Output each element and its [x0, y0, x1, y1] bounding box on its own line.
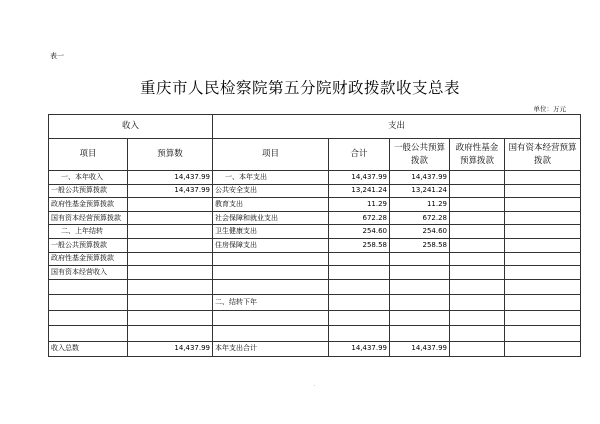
general-budget-cell: 254.60 — [390, 225, 450, 239]
income-amount-cell — [128, 266, 213, 280]
state-capital-cell — [505, 211, 581, 225]
general-budget-cell — [390, 326, 450, 342]
page-mark: · — [314, 383, 316, 389]
income-amount-cell: 14,437.99 — [128, 171, 213, 185]
expense-item-cell: 社会保障和就业支出 — [213, 211, 329, 225]
table-row — [49, 184, 581, 198]
expense-item-cell: 住房保障支出 — [213, 238, 329, 252]
income-item-cell: 国有资本经营预算拨款 — [49, 211, 128, 225]
expense-item-cell — [213, 252, 329, 266]
table-row — [49, 310, 581, 326]
general-budget-cell: 13,241.24 — [390, 184, 450, 198]
income-item-cell: 一般公共预算拨款 — [49, 238, 128, 252]
gov-fund-cell — [450, 211, 505, 225]
total-cell — [329, 326, 390, 342]
expense-item-cell — [213, 310, 329, 326]
income-item-cell — [49, 279, 128, 295]
total-cell — [329, 310, 390, 326]
expense-total-cell: 14,437.99 — [329, 341, 390, 356]
general-budget-cell — [390, 266, 450, 280]
gov-fund-cell — [450, 266, 505, 280]
totals-row — [49, 341, 581, 356]
total-cell — [329, 279, 390, 295]
expense-item-cell — [213, 266, 329, 280]
table-row — [49, 198, 581, 212]
state-capital-cell — [505, 326, 581, 342]
table-row — [49, 211, 581, 225]
table-row — [49, 238, 581, 252]
total-cell: 14,437.99 — [329, 171, 390, 185]
table-row — [49, 279, 581, 295]
expense-item-cell — [213, 279, 329, 295]
income-total-amount: 14,437.99 — [128, 341, 213, 356]
table-row — [49, 266, 581, 280]
table-row — [49, 295, 581, 311]
col-gov-fund: 政府性基金预算拨款 — [450, 139, 505, 171]
total-cell — [329, 252, 390, 266]
gov-fund-cell — [450, 238, 505, 252]
col-income-item: 项目 — [49, 139, 128, 171]
total-cell: 258.58 — [329, 238, 390, 252]
gov-fund-cell — [450, 295, 505, 311]
group-header-row — [49, 115, 581, 139]
expense-item-cell: 教育支出 — [213, 198, 329, 212]
gov-fund-cell — [450, 198, 505, 212]
income-item-cell: 一、本年收入 — [49, 171, 128, 185]
revenue-expenditure-table — [48, 114, 581, 357]
state-capital-cell — [505, 184, 581, 198]
income-item-cell — [49, 326, 128, 342]
income-item-cell: 政府性基金预算拨款 — [49, 252, 128, 266]
expense-item-cell: 卫生健康支出 — [213, 225, 329, 239]
gov-fund-cell — [450, 184, 505, 198]
col-general-budget: 一般公共预算拨款 — [390, 139, 450, 171]
state-capital-cell — [505, 225, 581, 239]
total-cell: 13,241.24 — [329, 184, 390, 198]
table-row — [49, 171, 581, 185]
income-amount-cell — [128, 326, 213, 342]
document-title: 重庆市人民检察院第五分院财政拨款收支总表 — [139, 79, 460, 97]
general-budget-cell — [390, 295, 450, 311]
col-budget-amount: 预算数 — [128, 139, 213, 171]
general-budget-cell — [390, 252, 450, 266]
total-cell: 11.29 — [329, 198, 390, 212]
income-item-cell: 政府性基金预算拨款 — [49, 198, 128, 212]
general-budget-cell — [390, 310, 450, 326]
col-expense-item: 项目 — [213, 139, 329, 171]
gov-fund-cell — [450, 279, 505, 295]
unit-label: 单位：万元 — [533, 105, 566, 113]
income-item-cell — [49, 295, 128, 311]
state-capital-cell — [505, 310, 581, 326]
expense-header: 支出 — [213, 115, 581, 139]
expense-item-cell: 一、本年支出 — [213, 171, 329, 185]
income-item-cell — [49, 310, 128, 326]
total-cell — [329, 295, 390, 311]
gov-fund-cell — [450, 310, 505, 326]
table-number: 表一 — [50, 52, 64, 60]
income-amount-cell — [128, 238, 213, 252]
fund-total-cell — [450, 341, 505, 356]
income-amount-cell — [128, 211, 213, 225]
gov-fund-cell — [450, 225, 505, 239]
general-budget-cell: 14,437.99 — [390, 171, 450, 185]
col-state-capital: 国有资本经营预算拨款 — [505, 139, 581, 171]
total-cell — [329, 266, 390, 280]
income-amount-cell — [128, 310, 213, 326]
column-header-row — [49, 139, 581, 171]
income-header: 收入 — [49, 115, 213, 139]
income-amount-cell — [128, 252, 213, 266]
state-capital-cell — [505, 252, 581, 266]
income-amount-cell — [128, 225, 213, 239]
state-capital-cell — [505, 198, 581, 212]
income-amount-cell — [128, 279, 213, 295]
expense-item-cell: 公共安全支出 — [213, 184, 329, 198]
total-cell: 672.28 — [329, 211, 390, 225]
table-row — [49, 225, 581, 239]
capital-total-cell — [505, 341, 581, 356]
table-row — [49, 252, 581, 266]
gov-fund-cell — [450, 326, 505, 342]
expense-item-cell — [213, 326, 329, 342]
total-cell: 254.60 — [329, 225, 390, 239]
income-amount-cell — [128, 295, 213, 311]
general-budget-cell: 672.28 — [390, 211, 450, 225]
state-capital-cell — [505, 279, 581, 295]
gov-fund-cell — [450, 171, 505, 185]
general-budget-cell: 11.29 — [390, 198, 450, 212]
state-capital-cell — [505, 266, 581, 280]
income-item-cell: 一般公共预算拨款 — [49, 184, 128, 198]
general-total-cell: 14,437.99 — [390, 341, 450, 356]
state-capital-cell — [505, 295, 581, 311]
general-budget-cell — [390, 279, 450, 295]
expense-total-label: 本年支出合计 — [213, 341, 329, 356]
state-capital-cell — [505, 238, 581, 252]
table-row — [49, 326, 581, 342]
state-capital-cell — [505, 171, 581, 185]
income-amount-cell — [128, 198, 213, 212]
income-amount-cell: 14,437.99 — [128, 184, 213, 198]
income-item-cell: 二、上年结转 — [49, 225, 128, 239]
income-item-cell: 国有资本经营收入 — [49, 266, 128, 280]
gov-fund-cell — [450, 252, 505, 266]
expense-item-cell: 二、结转下年 — [213, 295, 329, 311]
general-budget-cell: 258.58 — [390, 238, 450, 252]
col-total: 合计 — [329, 139, 390, 171]
income-total-label: 收入总数 — [49, 341, 128, 356]
